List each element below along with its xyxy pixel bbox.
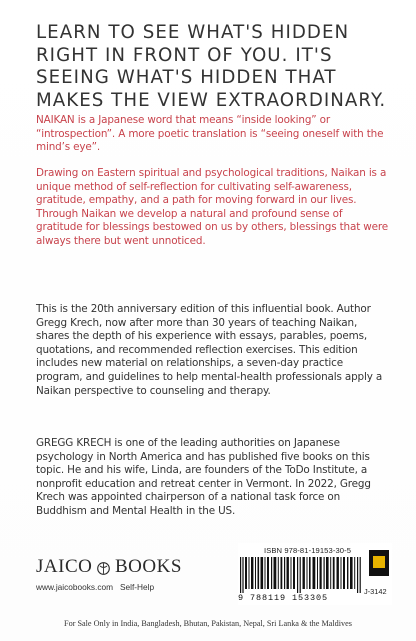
publisher-logo: [36, 556, 216, 596]
book-category: Self-Help: [120, 582, 155, 592]
isbn-label: ISBN 978-81-19153-30-5: [264, 546, 352, 555]
publisher-name-right: BOOKS: [115, 556, 182, 577]
naikan-description-paragraph: Drawing on Eastern spiritual and psychological traditions, Naikan is a unique method of self-reflection for cultivating self-awareness, gratitude, empathy, and a path for moving forward in our lives. Through Naikan we develop a natural and profound sense of gratitude for blessings bestowed on us by others, blessings that were always there but went unnoticed.: [36, 167, 389, 247]
catalog-code: J-3142: [364, 587, 387, 596]
cover-headline: LEARN TO SEE WHAT'S HIDDEN RIGHT IN FRONT OF YOU. IT'S SEEING WHAT'S HIDDEN THAT MAKES THE VIEW EXTRAORDINARY.: [36, 22, 387, 111]
jaico-emblem-icon: [97, 562, 110, 575]
author-bio-paragraph: GREGG KRECH is one of the leading authorities on Japanese psychology in North America and has published five books on this topic. He and his wife, Linda, are founders of the ToDo Institute, a nonprofit education and retreat center in Vermont. In 2022, Gregg Krech was appointed chairperson of a national task force on Buddhism and Mental Health in the US.: [36, 437, 371, 517]
sales-territory-notice: For Sale Only in India, Bangladesh, Bhutan, Pakistan, Nepal, Sri Lanka & the Maldives: [64, 619, 352, 628]
isbn-barcode-block: [238, 543, 392, 605]
publisher-name-left: JAICO: [36, 556, 93, 577]
category-tag-icon: [369, 550, 389, 576]
naikan-definition-paragraph: NAIKAN is a Japanese word that means “inside looking” or “introspection”. A more poetic translation is “seeing oneself with the mind’s eye”.: [36, 114, 384, 154]
barcode-icon: [240, 557, 364, 593]
publisher-website: www.jaicobooks.com: [36, 582, 114, 592]
edition-paragraph: This is the 20th anniversary edition of this influential book. Author Gregg Krech, now after more than 30 years of teaching Naikan, shares the depth of his experience with essays, parables, poems, quotations, and recommended reflection exercises. This edition includes new material on relationships, a seven-day practice program, and guidelines to help mental-health professionals apply a Naikan perspective to counseling and therapy.: [36, 303, 383, 397]
barcode-digits: 9 788119 153305: [238, 593, 329, 603]
